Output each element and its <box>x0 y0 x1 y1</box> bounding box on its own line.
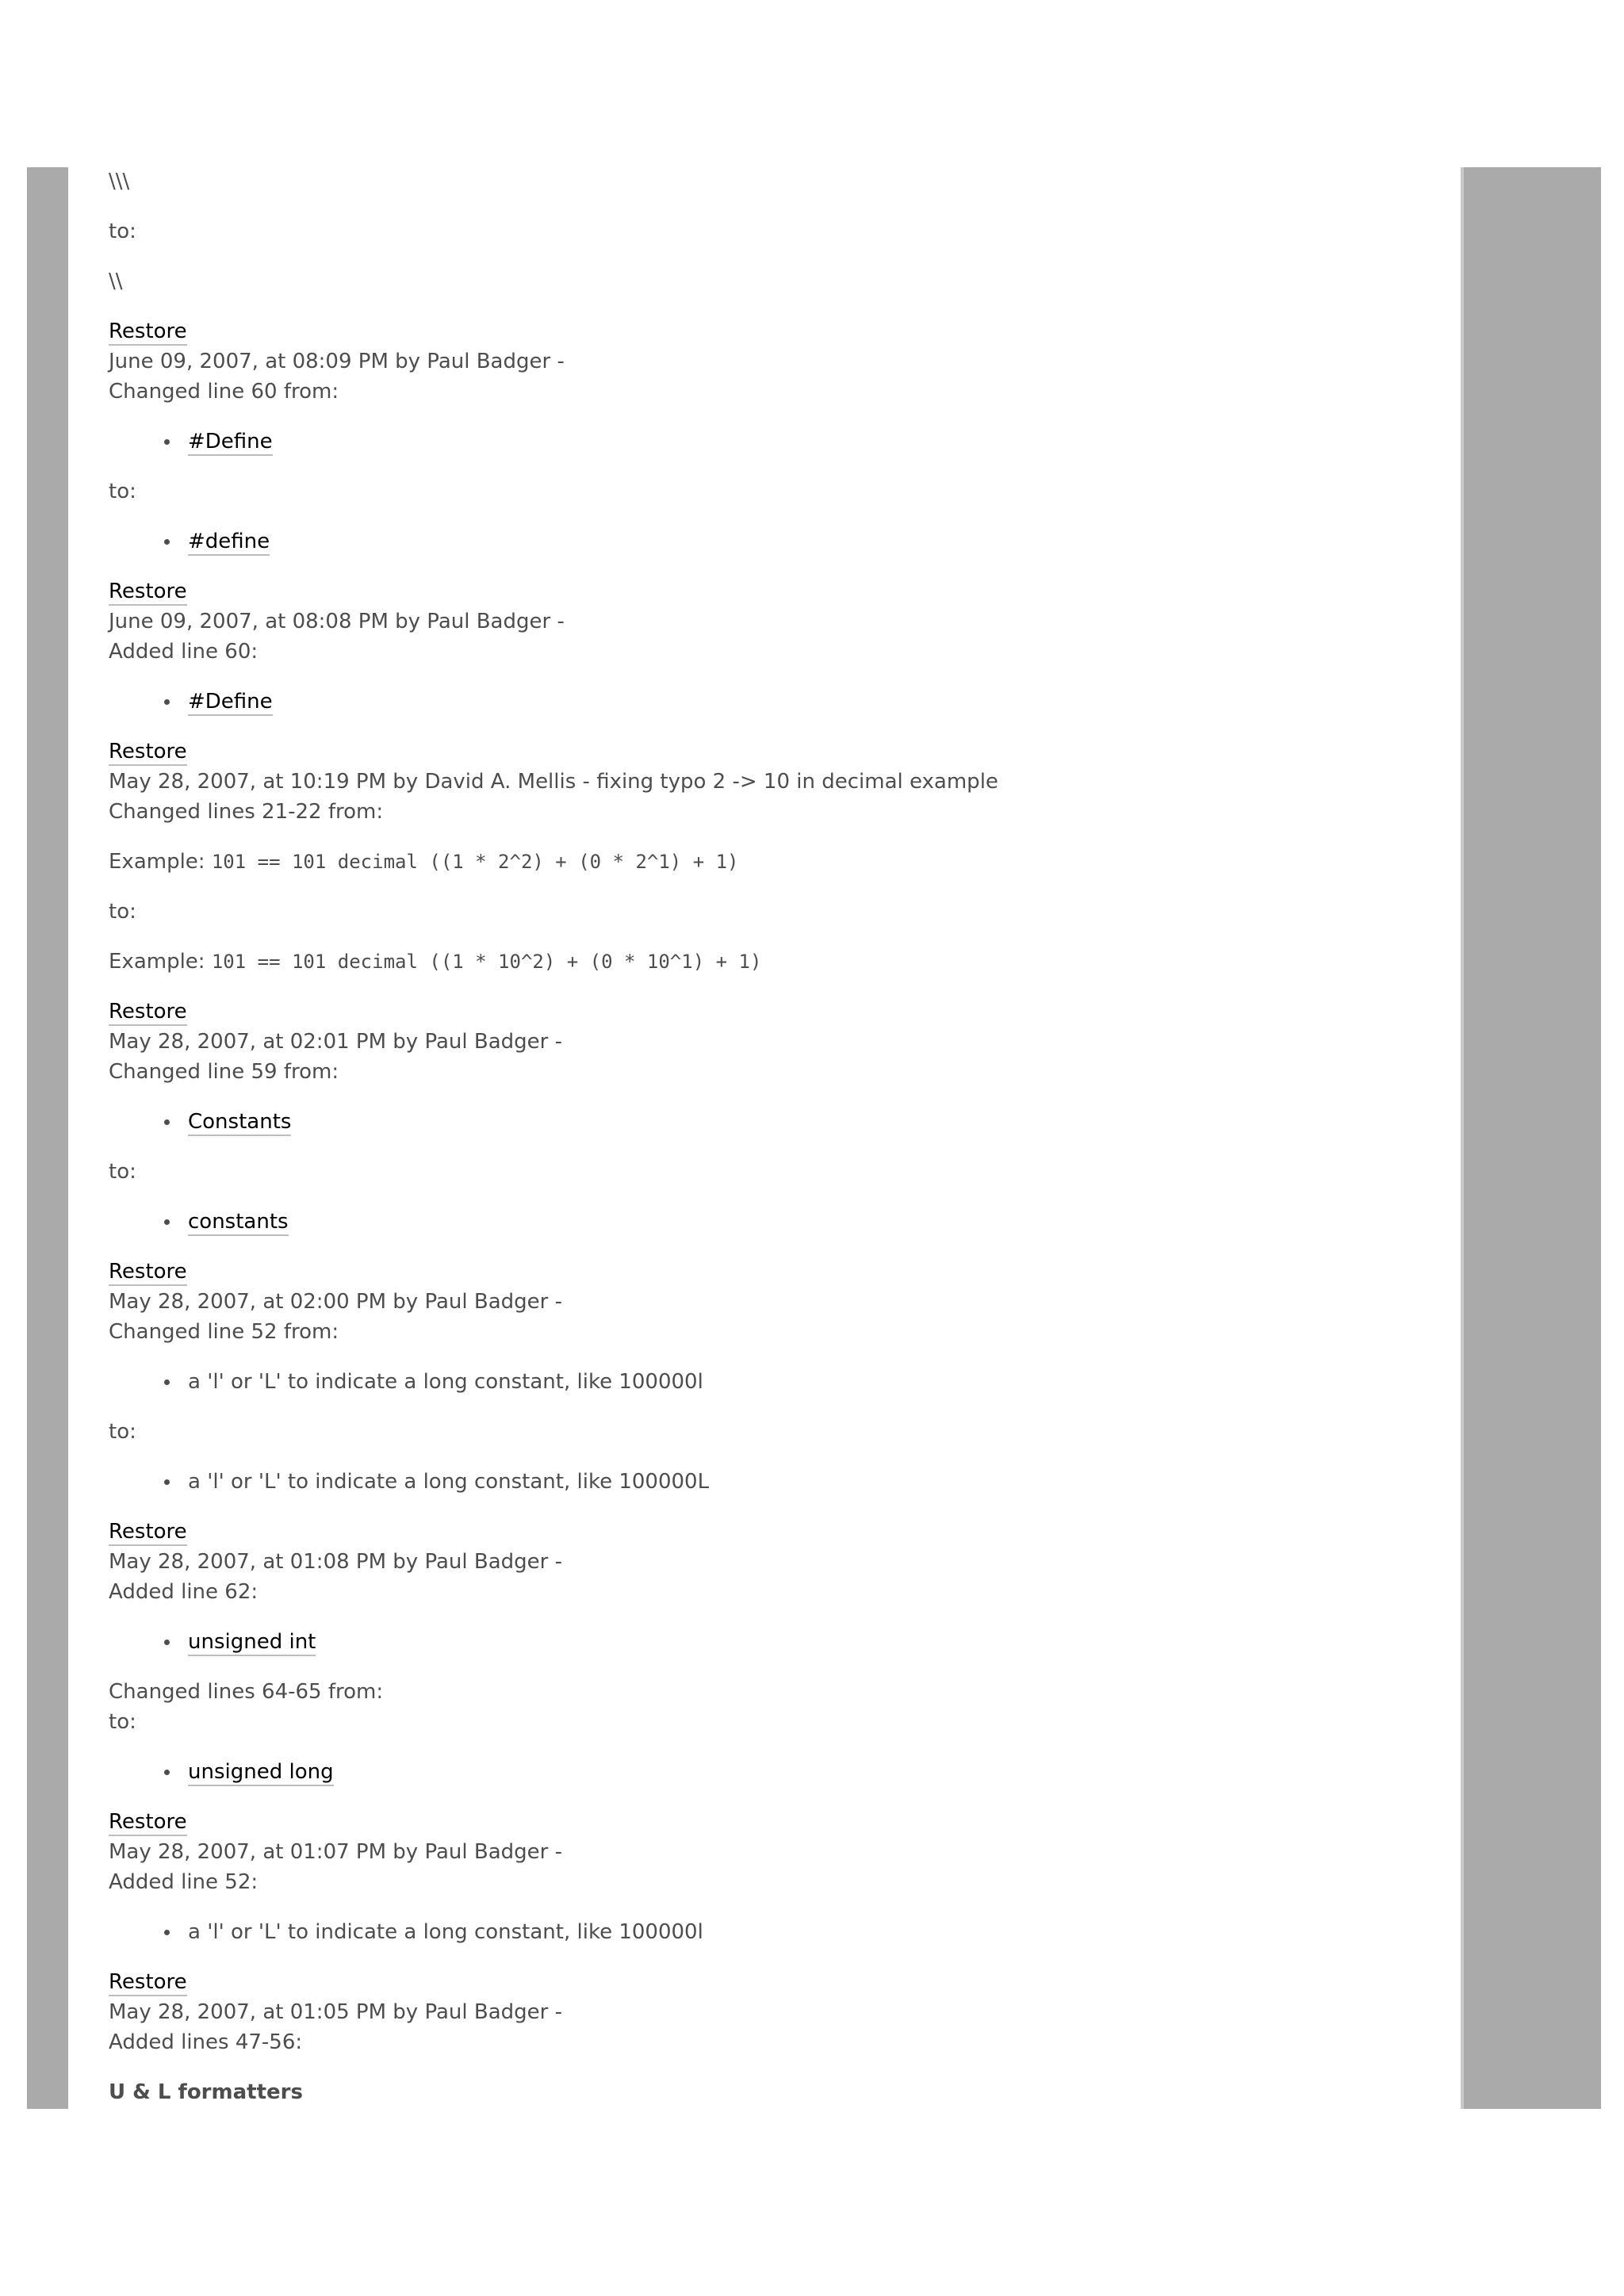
revision-meta: June 09, 2007, at 08:09 PM by Paul Badger - <box>109 350 565 373</box>
define-link[interactable]: #Define <box>188 430 273 456</box>
diff-list <box>109 1467 1441 1497</box>
diff-to-label: to: <box>109 480 136 503</box>
diff-to-label: to: <box>109 1420 136 1444</box>
revision-meta: May 28, 2007, at 10:19 PM by David A. Mellis - fixing typo 2 -> 10 in decimal example <box>109 770 998 794</box>
diff-list <box>109 427 1441 457</box>
change-description: Changed line 60 from: <box>109 380 339 404</box>
diff-to-label: to: <box>109 1710 136 1734</box>
example-label: Example: <box>109 850 212 874</box>
diff-list <box>109 1627 1441 1657</box>
change-description: Changed line 59 from: <box>109 1060 339 1084</box>
list-item <box>188 1107 1441 1137</box>
example-code: 101 == 101 decimal ((1 * 10^2) + (0 * 10^1) + 1) <box>211 951 762 973</box>
diff-new-text: \\ <box>109 270 123 293</box>
diff-list <box>109 687 1441 717</box>
list-item: a 'l' or 'L' to indicate a long constant, like 100000L <box>188 1467 1441 1497</box>
restore-link[interactable]: Restore <box>109 1970 187 1996</box>
revision-meta: June 09, 2007, at 08:08 PM by Paul Badger - <box>109 610 565 633</box>
revision-meta: May 28, 2007, at 02:00 PM by Paul Badger - <box>109 1290 562 1314</box>
left-margin-bar <box>27 167 68 2109</box>
change-description: Added lines 47-56: <box>109 2030 303 2054</box>
list-item <box>188 427 1441 457</box>
list-item <box>188 1757 1441 1787</box>
change-description: Added line 62: <box>109 1580 259 1604</box>
diff-list <box>109 526 1441 557</box>
restore-link[interactable]: Restore <box>109 740 187 766</box>
restore-link[interactable]: Restore <box>109 320 187 346</box>
change-description: Added line 60: <box>109 640 259 664</box>
unsigned-long-link[interactable]: unsigned long <box>188 1760 334 1786</box>
change-description: Added line 52: <box>109 1870 259 1894</box>
restore-link[interactable]: Restore <box>109 1000 187 1026</box>
diff-to-label: to: <box>109 900 136 924</box>
restore-link[interactable]: Restore <box>109 1810 187 1836</box>
diff-old-text: \\\ <box>109 170 130 193</box>
restore-link[interactable]: Restore <box>109 1520 187 1546</box>
revision-meta: May 28, 2007, at 01:05 PM by Paul Badger - <box>109 2000 562 2024</box>
example-code: 101 == 101 decimal ((1 * 2^2) + (0 * 2^1) + 1) <box>211 851 739 873</box>
list-item: a 'l' or 'L' to indicate a long constant, like 100000l <box>188 1367 1441 1397</box>
example-label: Example: <box>109 950 212 974</box>
revision-meta: May 28, 2007, at 01:08 PM by Paul Badger - <box>109 1550 562 1574</box>
list-item: a 'l' or 'L' to indicate a long constant, like 100000l <box>188 1917 1441 1947</box>
diff-list <box>109 1917 1441 1947</box>
diff-to-label: to: <box>109 1160 136 1184</box>
restore-link[interactable]: Restore <box>109 1260 187 1286</box>
constants-link[interactable]: Constants <box>188 1110 291 1136</box>
define-link[interactable]: #Define <box>188 690 273 716</box>
diff-list <box>109 1757 1441 1787</box>
unsigned-int-link[interactable]: unsigned int <box>188 1630 316 1656</box>
restore-link[interactable]: Restore <box>109 580 187 606</box>
list-item <box>188 1207 1441 1237</box>
define-link[interactable]: #define <box>188 530 270 556</box>
example-line <box>109 947 1441 977</box>
diff-to-label: to: <box>109 220 136 243</box>
change-description: Changed lines 21-22 from: <box>109 800 384 824</box>
constants-link[interactable]: constants <box>188 1210 289 1236</box>
diff-list <box>109 1207 1441 1237</box>
list-item <box>188 1627 1441 1657</box>
page-history-content <box>109 166 1441 2107</box>
right-margin-bar <box>1461 167 1601 2109</box>
list-item <box>188 687 1441 717</box>
diff-list <box>109 1107 1441 1137</box>
revision-meta: May 28, 2007, at 02:01 PM by Paul Badger - <box>109 1030 562 1054</box>
change-description: Changed line 52 from: <box>109 1320 339 1344</box>
revision-meta: May 28, 2007, at 01:07 PM by Paul Badger - <box>109 1840 562 1864</box>
change-description: Changed lines 64-65 from: <box>109 1680 384 1704</box>
diff-list <box>109 1367 1441 1397</box>
list-item <box>188 526 1441 557</box>
example-line <box>109 847 1441 877</box>
section-heading: U & L formatters <box>109 2080 303 2104</box>
